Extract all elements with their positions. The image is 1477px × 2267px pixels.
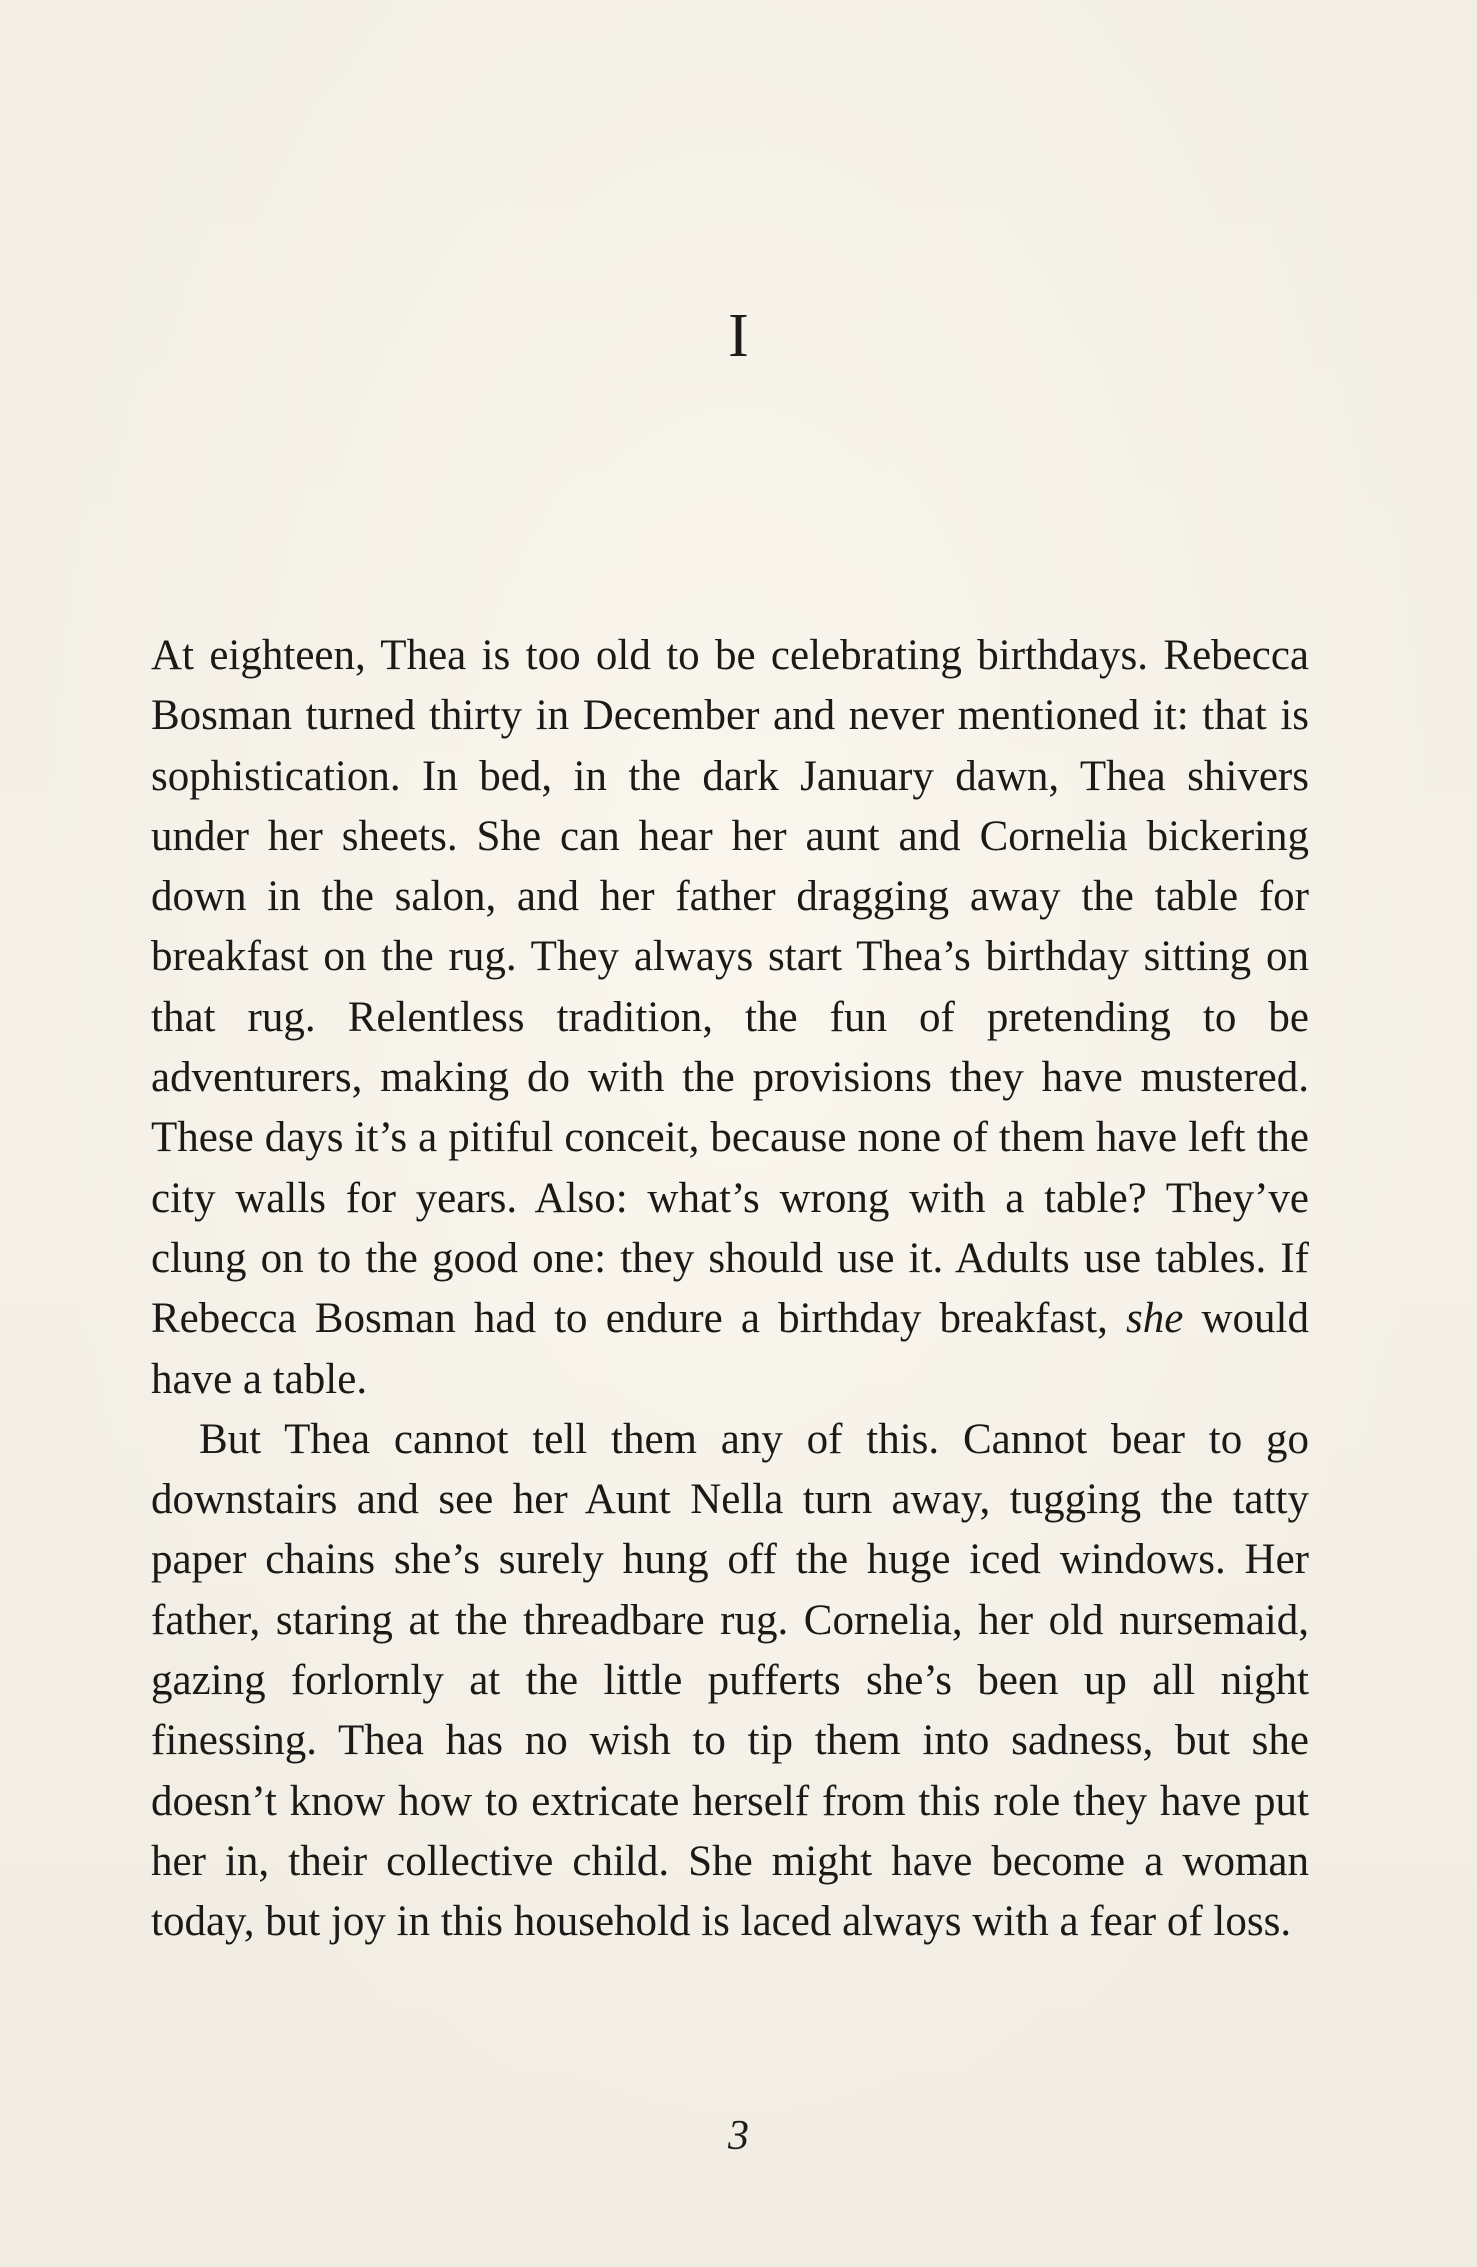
paragraph-1 xyxy=(151,626,1309,1410)
paragraph-1-text-end: would have a table. xyxy=(151,1295,1309,1403)
chapter-body xyxy=(151,626,1309,1953)
chapter-number: I xyxy=(728,302,749,370)
paragraph-2: But Thea cannot tell them any of this. Cannot bear to go downstairs and see her Aunt Nella turn away, tugging the tatty paper chains she’s surely hung off the huge iced windows. Her father, staring at the threadbare rug. Cornelia, her old nursemaid, gazing forlornly at the little pufferts she’s been up all night finessing. Thea has no wish to tip them into sadness, but she doesn’t know how to extricate herself from this role they have put her in, their collective child. She might have become a woman today, but joy in this household is laced always with a fear of loss. xyxy=(151,1415,1309,1946)
paragraph-1-text: At eighteen, Thea is too old to be celebrating birthdays. Rebecca Bosman turned thirty in December and never mentioned it: that is sophistication. In bed, in the dark January dawn, Thea shivers under her sheets. She can hear her aunt and Cornelia bickering down in the salon, and her father dragging away the table for breakfast on the rug. They always start Thea’s birthday sitting on that rug. Relentless tradition, the fun of pretending to be adventurers, making do with the provisions they have mustered. These days it’s a pitiful conceit, because none of them have left the city walls for years. Also: what’s wrong with a table? They’ve clung on to the good one: they should use it. Adults use tables. If Rebecca Bosman had to endure a birthday breakfast, xyxy=(151,632,1309,1343)
emphasis-she: she xyxy=(1126,1295,1184,1343)
page-number: 3 xyxy=(728,2113,749,2159)
